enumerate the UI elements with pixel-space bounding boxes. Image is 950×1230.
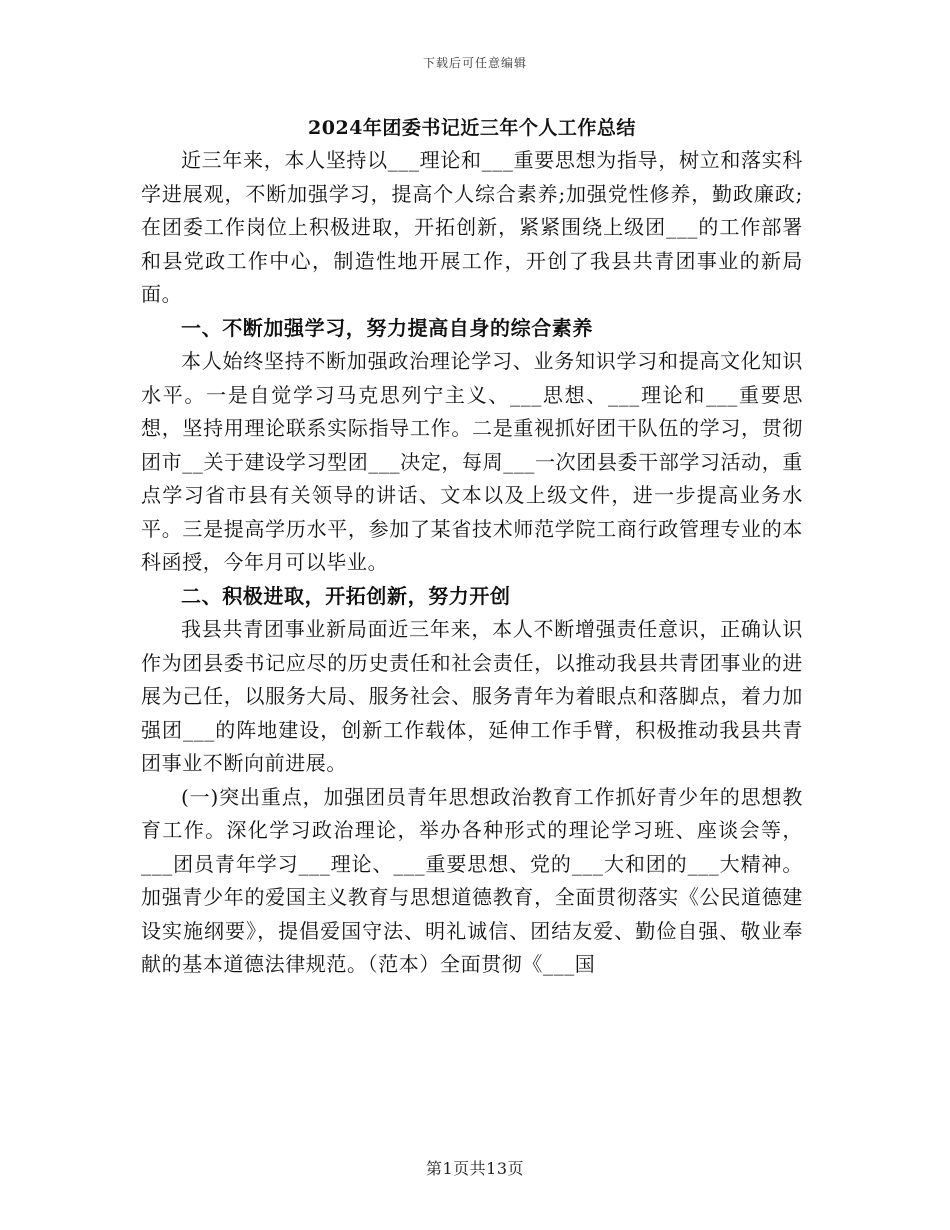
document-title: 2024年团委书记近三年个人工作总结	[308, 117, 636, 139]
paragraph-intro: 近三年来，本人坚持以___理论和___重要思想为指导，树立和落实科学进展观，不断加强学习，提高个人综合素养;加强党性修养，勤政廉政;在团委工作岗位上积极进取，开拓创新，紧紧围绕上级团___的工作部署和县党政工作中心，制造性地开展工作，开创了我县共青团事业的新局面。	[141, 148, 803, 306]
section-heading-2: 二、积极进取，开拓创新，努力开创	[181, 583, 511, 608]
page-footer: 第1页共13页	[425, 1159, 525, 1178]
paragraph-progress: 我县共青团事业新局面近三年来，本人不断增强责任意识，正确认识作为团县委书记应尽的历史责任和社会责任，以推动我县共青团事业的进展为己任，以服务大局、服务社会、服务青年为着眼点和落脚点，着力加强团___的阵地建设，创新工作载体，延伸工作手臂，积极推动我县共青团事业不断向前进展。	[141, 617, 803, 775]
document-body	[141, 112, 803, 982]
section-heading-1: 一、不断加强学习，努力提高自身的综合素养	[181, 315, 593, 340]
paragraph-subsection-1: (一)突出重点，加强团员青年思想政治教育工作抓好青少年的思想教育工作。深化学习政治理论，举办各种形式的理论学习班、座谈会等，___团员青年学习___理论、___重要思想、党的___大和团的___大精神。加强青少年的爱国主义教育与思想道德教育，全面贯彻落实《公民道德建设实施纲要》，提倡爱国守法、明礼诚信、团结友爱、勤俭自强、敬业奉献的基本道德法律规范。（范本）全面贯彻《___国	[141, 784, 803, 976]
paragraph-study: 本人始终坚持不断加强政治理论学习、业务知识学习和提高文化知识水平。一是自觉学习马克思列宁主义、___思想、___理论和___重要思想，坚持用理论联系实际指导工作。二是重视抓好团干队伍的学习，贯彻团市__关于建设学习型团___决定，每周___一次团县委干部学习活动，重点学习省市县有关领导的讲话、文本以及上级文件，进一步提高业务水平。三是提高学历水平，参加了某省技术师范学院工商行政管理专业的本科函授，今年月可以毕业。	[141, 349, 803, 574]
header-note: 下载后可任意编辑	[422, 56, 527, 70]
